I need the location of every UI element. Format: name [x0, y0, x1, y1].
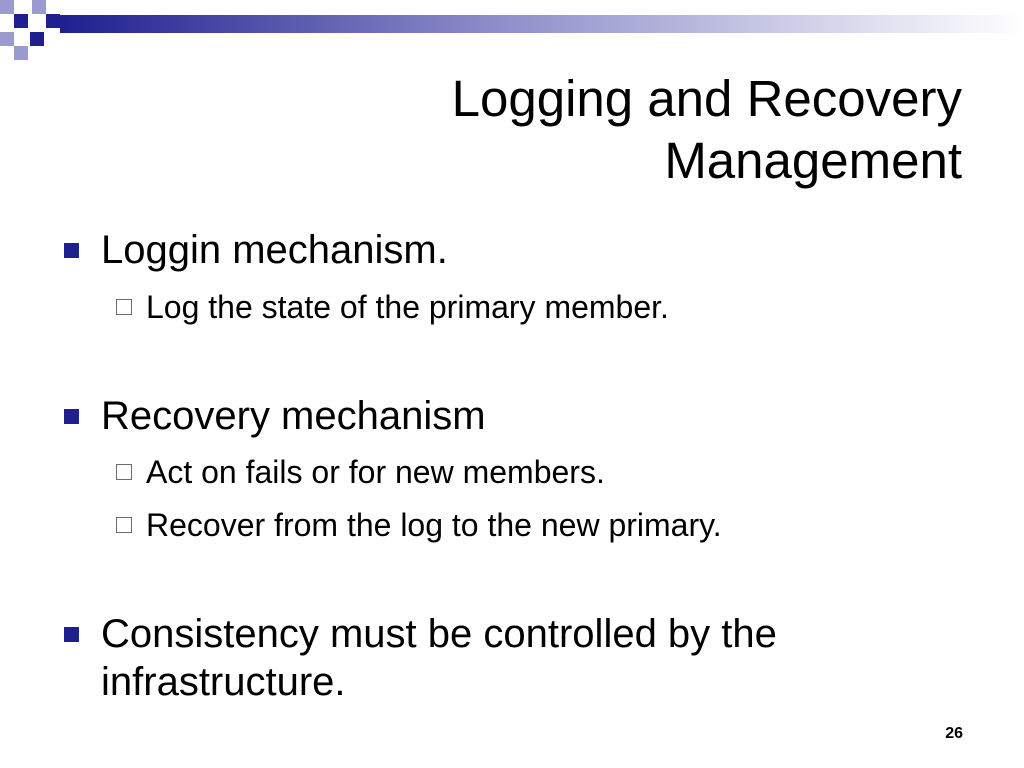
filled-square-bullet-icon	[64, 627, 79, 642]
decor-square	[46, 14, 60, 28]
sub-bullet-text: Log the state of the primary member.	[146, 289, 669, 325]
bullet-text: Consistency must be controlled by the infrastructure.	[101, 612, 777, 704]
hollow-square-bullet-icon	[116, 464, 132, 480]
header-decoration	[0, 0, 1024, 70]
hollow-square-bullet-icon	[116, 517, 132, 533]
decor-square	[30, 32, 44, 46]
filled-square-bullet-icon	[64, 243, 79, 258]
hollow-square-bullet-icon	[116, 299, 132, 315]
slide-title	[262, 68, 962, 192]
bullet-text: Loggin mechanism.	[101, 228, 448, 272]
sub-bullet-text: Act on fails or for new members.	[146, 454, 605, 490]
sub-bullet-text: Recover from the log to the new primary.	[146, 507, 722, 543]
decor-square	[14, 14, 28, 28]
header-gradient-bar	[60, 15, 1024, 33]
decor-square	[32, 0, 46, 14]
slide-title-line: Management	[664, 132, 962, 189]
page-number: 26	[945, 725, 963, 742]
decor-square	[0, 0, 14, 14]
slide-title-line: Logging and Recovery	[451, 70, 962, 127]
decor-square	[14, 46, 28, 60]
decor-square	[0, 32, 14, 46]
filled-square-bullet-icon	[64, 409, 79, 424]
bullet-text: Recovery mechanism	[101, 394, 486, 438]
